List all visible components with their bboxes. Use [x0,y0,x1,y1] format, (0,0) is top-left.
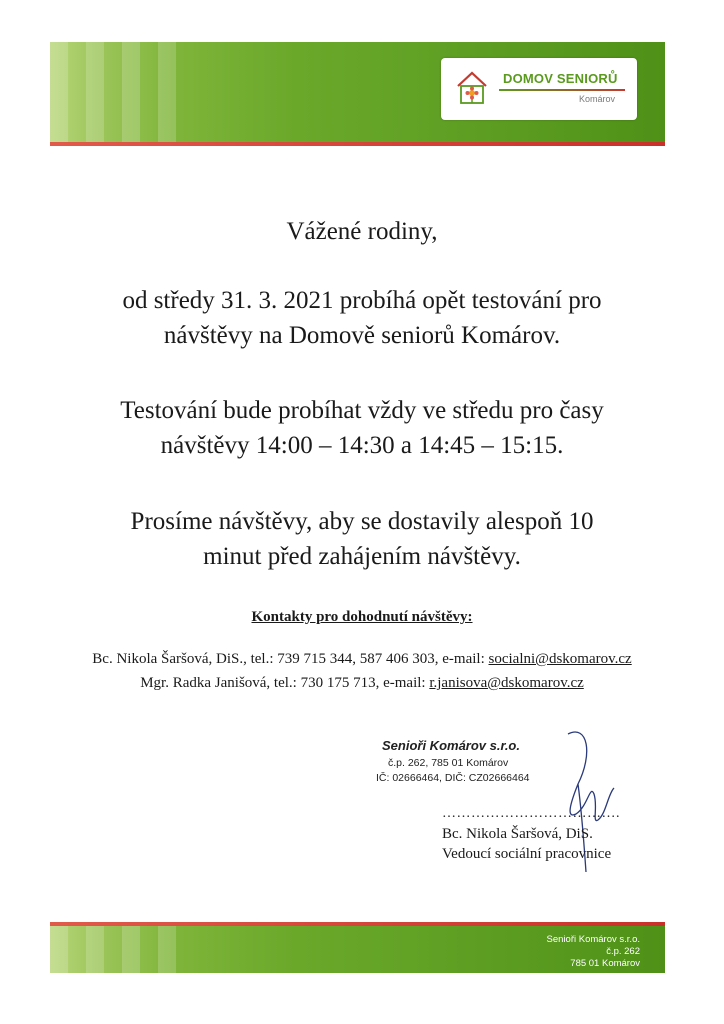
request-line-1: Prosíme návštěvy, aby se dostavily alespoň 10 [130,508,594,535]
announcement-paragraph [0,283,724,353]
contacts-heading: Kontakty pro dohodnutí návštěvy: [251,609,473,625]
contact-line-1 [0,651,724,668]
contact-2-details: Mgr. Radka Janišová, tel.: 730 175 713, e-mail: [140,675,430,691]
logo-underline [499,89,625,91]
contact-2-email-link[interactable]: r.janisova@dskomarov.cz [429,675,584,691]
header-stripes [50,42,190,142]
logo-title: DOMOV SENIORŮ [503,71,618,86]
greeting: Vážené rodiny, [286,218,438,245]
footer-address [547,934,640,970]
contact-1-details: Bc. Nikola Šaršová, DiS., tel.: 739 715 344, 587 406 303, e-mail: [92,651,489,667]
stamp-ico: IČ: 02666464, DIČ: CZ02666464 [376,772,530,784]
contact-1-email-link[interactable]: socialni@dskomarov.cz [488,651,632,667]
request-line-2: minut před zahájením návštěvy. [203,543,521,570]
house-flower-icon [455,68,489,106]
footer-city: 785 01 Komárov [570,958,640,969]
announcement-line-2: návštěvy na Domově seniorů Komárov. [163,322,561,349]
schedule-line-2: návštěvy 14:00 – 14:30 a 14:45 – 15:15. [160,432,564,459]
signer-name: Bc. Nikola Šaršová, DiS. [442,826,593,842]
contact-line-2 [0,675,724,692]
footer-stripes [50,926,190,973]
request-paragraph [0,504,724,574]
footer-company: Senioři Komárov s.r.o. [546,934,640,945]
schedule-paragraph [0,393,724,463]
footer-street: č.p. 262 [606,946,640,957]
logo [441,58,637,120]
signature-dotted-line: ………………………………. [442,806,620,821]
announcement-line-1: od středy 31. 3. 2021 probíhá opět testování pro [122,287,602,314]
stamp-company-name: Senioři Komárov s.r.o. [382,738,520,753]
logo-subtitle: Komárov [579,94,616,104]
header-divider [50,142,665,146]
stamp-address: č.p. 262, 785 01 Komárov [388,757,509,769]
schedule-line-1: Testování bude probíhat vždy ve středu pro časy [120,397,604,424]
signer-role: Vedoucí sociální pracovnice [442,846,612,862]
